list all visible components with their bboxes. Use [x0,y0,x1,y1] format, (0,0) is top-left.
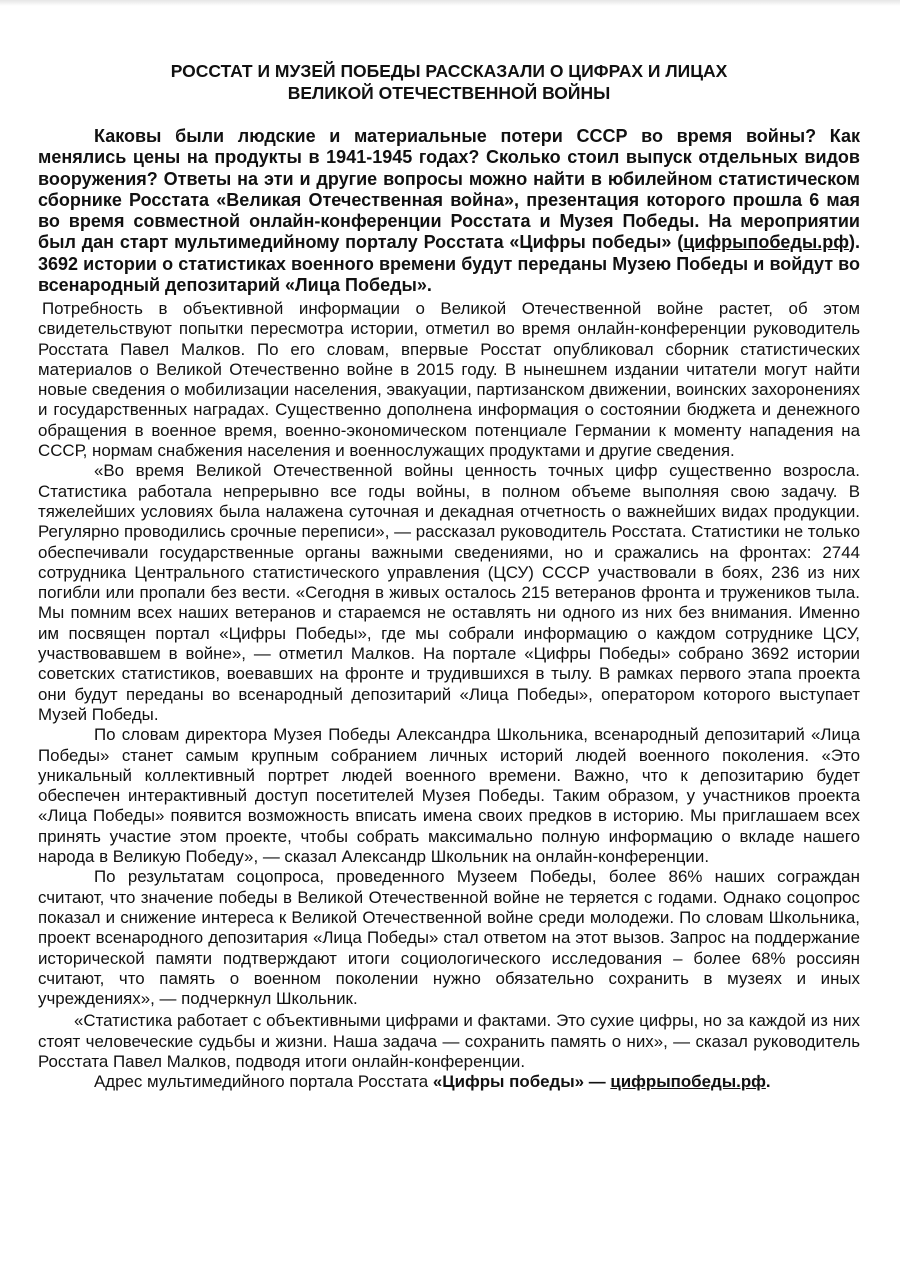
closing-portal-name: «Цифры победы» — [432,1072,611,1092]
article-body [38,299,860,1093]
closing-portal-link[interactable]: цифрыпобеды.рф [610,1072,766,1092]
body-paragraph-5: «Статистика работает с объективными цифрами и фактами. Это сухие цифры, но за каждой из них стоят человеческие судьбы и жизни. Наша задача — сохранить память о них», — сказал руководитель Росстата Павел Малков, подводя итоги онлайн-конференции. [38,1011,860,1071]
body-paragraph-1: Потребность в объективной информации о Великой Отечественной войне растет, об этом свидетельствуют попытки пересмотра истории, отметил во время онлайн-конференции руководитель Росстата Павел Малков. По его словам, впервые Росстат опубликовал сборник статистических материалов о Великой Отечественно войне в 2015 году. В нынешнем издании читатели могут найти новые сведения о мобилизации населения, эвакуации, партизанском движении, воинских захоронениях и государственных наградах. Существенно дополнена информация о состоянии бюджета и денежного обращения в военное время, военно-экономическом потенциале Германии к моменту нападения на СССР, нормам снабжения населения и военнослужащих продуктами и другие сведения. [38,299,860,461]
body-paragraph-3: По словам директора Музея Победы Александра Школьника, всенародный депозитарий «Лица Победы» станет самым крупным собранием личных историй людей военного поколения. «Это уникальный коллективный портрет людей военного времени. Важно, что к депозитарию будет обеспечен интерактивный доступ посетителей Музея Победы. Таким образом, у участников проекта «Лица Победы» появится возможность вписать имена своих предков в историю. Мы приглашаем всех принять участие этом проекте, чтобы собрать максимально полную информацию о вкладе нашего народа в Великую Победу», — сказал Александр Школьник на онлайн-конференции. [38,725,860,867]
body-paragraph-2: «Во время Великой Отечественной войны ценность точных цифр существенно возросла. Статистика работала непрерывно все годы войны, в полном объеме выполняя свою задачу. В тяжелейших условиях была налажена суточная и декадная отчетность о важнейших видах продукции. Регулярно проводились срочные переписи», — рассказал руководитель Росстата. Статистики не только обеспечивали государственные органы важными сведениями, но и сражались на фронтах: 2744 сотрудника Центрального статистического управления (ЦСУ) СССР участвовали в боях, 236 из них погибли или пропали без вести. «Сегодня в живых осталось 215 ветеранов фронта и тружеников тыла. Мы помним всех наших ветеранов и стараемся не оставлять ни одного из них без внимания. Именно им посвящен портал «Цифры Победы», где мы собрали информацию о каждом сотруднике ЦСУ, участвовавшем в войне», — отметил Малков. На портале «Цифры Победы» собрано 3692 истории советских статистиков, воевавших на фронте и трудившихся в тылу. В рамках первого этапа проекта они будут переданы во всенародный депозитарий «Лица Победы», оператором которого выступает Музей Победы. [38,461,860,724]
scan-edge [0,0,900,6]
lead-portal-link[interactable]: цифрыпобеды.рф [683,232,849,253]
body-paragraph-4: По результатам соцопроса, проведенного Музеем Победы, более 86% наших сограждан считают, что значение победы в Великой Отечественной войне не теряется с годами. Однако соцопрос показал и снижение интереса к Великой Отечественной войне среди молодежи. По словам Школьника, проект всенародного депозитария «Лица Победы» стал ответом на этот вызов. Запрос на поддержание исторической памяти подтверждают итоги социологического исследования – более 68% россиян считают, что память о военном поколении нужно обязательно сохранить в музеях и иных учреждениях», — подчеркнул Школьник. [38,867,860,1009]
article-title [38,60,860,104]
lead-text-end: ). 3692 истории о статистиках военного времени будут переданы Музею Победы и войдут во всенародный депозитарий «Лица Победы». [38,232,860,296]
title-line-1: РОССТАТ И МУЗЕЙ ПОБЕДЫ РАССКАЗАЛИ О ЦИФРАХ И ЛИЦАХ [170,61,728,81]
closing-paragraph [38,1072,860,1092]
lead-paragraph [38,126,860,296]
lead-text: Каковы были людские и материальные потери СССР во время войны? Как менялись цены на продукты в 1941-1945 годах? Сколько стоил выпуск отдельных видов вооружения? Ответы на эти и другие вопросы можно найти в юбилейном статистическом сборнике Росстата «Великая Отечественная война», презентация которого прошла 6 мая во время совместной онлайн-конференции Росстата и Музея Победы. На мероприятии был дан старт мультимедийному порталу Росстата «Цифры победы» ( [38,126,860,253]
closing-text: Адрес мультимедийного портала Росстата [94,1072,433,1092]
title-line-2: ВЕЛИКОЙ ОТЕЧЕСТВЕННОЙ ВОЙНЫ [287,83,611,103]
closing-period: . [765,1072,771,1092]
